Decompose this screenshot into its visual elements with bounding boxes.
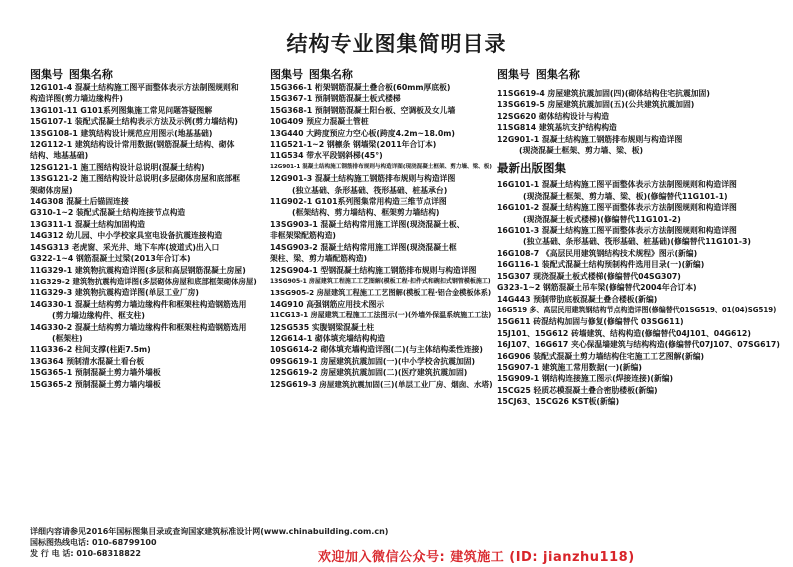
catalog-entry: 13G311-1 混凝土结构加固构造 (30, 219, 146, 229)
catalog-entry: 11G902-1 G101系列图集常用构造三维节点详图 (270, 197, 447, 207)
catalog-entry: 非框架梁配筋构造) (270, 231, 336, 241)
catalog-entry: 11CG13-1 房屋建筑工程施工工法图示(一)(外墙外保温系统施工工法) (270, 311, 492, 320)
catalog-entry: 16G101-2 混凝土结构施工图平面整体表示方法制图规则和构造详图 (497, 203, 737, 213)
catalog-entry: 12SG535 实腹钢梁混凝土柱 (270, 322, 375, 332)
catalog-entry: 15J101、15G612 砖墙建筑、结构构造(修编替代04J101、04G612) (497, 328, 751, 338)
catalog-column-3 (497, 88, 780, 408)
catalog-entry: 16G906 装配式混凝土剪力墙结构住宅施工工艺图解(新编) (497, 351, 705, 361)
catalog-entry: 12G101-4 混凝土结构施工图平面整体表示方法制图规则和 (30, 83, 239, 92)
page-title: 结构专业图集简明目录 (286, 32, 507, 56)
catalog-entry: (剪力墙边缘构件、框支柱) (52, 311, 145, 321)
footer-line: 详细内容请参见2016年国标图集目录或查询国家建筑标准设计网(www.chinabuilding.com.cn) (30, 527, 389, 536)
catalog-entry: 12SG904-1 型钢混凝土结构施工钢筋排布规则与构造详图 (270, 265, 477, 275)
catalog-entry: 12G112-1 建筑结构设计常用数据(钢筋混凝土结构、砌体 (30, 140, 235, 150)
catalog-entry: 14G308 混凝土后锚固连接 (30, 197, 129, 207)
catalog-entry: 15G611 砖混结构加固与修复(修编替代 03SG611) (497, 317, 684, 327)
catalog-entry: 14G312 幼儿园、中小学校家具室电设备抗震连接构造 (30, 231, 223, 241)
catalog-entry: (独立基础、条形基础、筏形基础、桩基承台) (292, 185, 448, 195)
catalog-entry: 架柱、梁、剪力墙配筋构造) (270, 254, 368, 264)
catalog-entry: 13G440 大跨度预应力空心板(跨度4.2m~18.0m) (270, 128, 455, 138)
catalog-entry: 13SG619-5 房屋建筑抗震加固(五)(公共建筑抗震加固) (497, 100, 695, 110)
catalog-entry: (现浇混凝土框架、剪力墙、梁、板) (519, 146, 644, 156)
catalog-entry: 15G907-1 建筑施工常用数据(一)(新编) (497, 362, 642, 372)
catalog-entry: 11SG619-4 房屋建筑抗震加固(四)(砌体结构住宅抗震加固) (497, 89, 710, 98)
catalog-entry: (框架柱) (52, 333, 83, 343)
catalog-entry: 12SG619-2 房屋建筑抗震加固(二)(医疗建筑抗震加固) (270, 368, 468, 378)
catalog-entry: 14G910 高强钢筋应用技术图示 (270, 299, 385, 309)
catalog-entry: 16G519 多、高层民用建筑钢结构节点构造详图(修编替代01SG519、01(04)SG519) (497, 305, 777, 314)
catalog-entry: 12G901-1 混凝土结构施工钢筋排布规则与构造详图 (497, 134, 683, 144)
catalog-entry: 15G365-1 预制混凝土剪力墙外墙板 (30, 368, 161, 378)
catalog-entry: 13G101-11 G101系列图集施工常见问题答疑图解 (30, 105, 213, 115)
catalog-entry: 11G336-2 柱间支撑(柱距7.5m) (30, 345, 151, 355)
catalog-entry: 13SG108-1 建筑结构设计规范应用图示(地基基础) (30, 128, 213, 138)
catalog-entry: 09SG619-1 房屋建筑抗震加固(一)(中小学校舍抗震加固) (270, 356, 476, 366)
catalog-entry: 15G367-1 预制钢筋混凝土板式楼梯 (270, 94, 401, 104)
catalog-entry: 12SG619-3 房屋建筑抗震加固(三)(单层工业厂房、烟囱、水塔) (270, 379, 493, 389)
catalog-entry: 12G901-1 混凝土结构施工钢筋排布规则与构造详图(现浇混凝土框架、剪力墙、梁、板) (270, 163, 492, 170)
catalog-entry: (现浇混凝土框架、剪力墙、梁、板)(修编替代11G101-1) (523, 191, 728, 201)
catalog-entry: (现浇混凝土板式楼梯)(修编替代11G101-2) (523, 214, 681, 224)
item-list (497, 179, 780, 407)
catalog-entry: 11G534 带水平段钢斜梯(45°) (270, 151, 383, 161)
new-publications-heading: 最新出版图集 (497, 161, 566, 176)
catalog-entry: 构造详图(剪力墙边缘构件) (30, 94, 123, 104)
catalog-entry: 15CJ63、15CG26 KST板(新编) (497, 397, 620, 407)
catalog-entry: (独立基础、条形基础、筏形基础、桩基础)(修编替代11G101-3) (523, 237, 751, 247)
catalog-entry: 12G901-3 混凝土结构施工钢筋排布规则与构造详图 (270, 174, 456, 184)
item-list (270, 82, 496, 390)
catalog-entry: 10G409 预应力混凝土管桩 (270, 117, 369, 127)
catalog-entry: 13SG905-1 房屋建筑工程施工工艺图解(模板工程·扣件式和碗扣式钢管模板施工) (270, 277, 491, 285)
catalog-entry: 11G329-3 建筑物抗震构造详图(单层工业厂房) (30, 288, 199, 298)
catalog-entry: 16G101-1 混凝土结构施工图平面整体表示方法制图规则和构造详图 (497, 180, 737, 190)
catalog-entry: 结构、地基基础) (30, 151, 89, 161)
catalog-column-2 (270, 66, 496, 390)
item-list (497, 88, 780, 156)
catalog-entry: 架砌体房屋) (30, 185, 73, 195)
catalog-entry: 11SG814 建筑基坑支护结构构造 (497, 123, 617, 133)
catalog-entry: 12G614-1 砌体填充墙结构构造 (270, 333, 386, 343)
catalog-entry: 15G107-1 装配式混凝土结构表示方法及示例(剪力墙结构) (30, 117, 238, 127)
catalog-entry: (框架结构、剪力墙结构、框架剪力墙结构) (292, 208, 440, 218)
catalog-entry: 12SG121-1 施工图结构设计总说明(混凝土结构) (30, 162, 205, 172)
catalog-entry: 14G330-1 混凝土结构剪力墙边缘构件和框架柱构造钢筋选用 (30, 299, 247, 309)
catalog-entry: 15G909-1 钢结构连接施工图示(焊接连接)(新编) (497, 374, 674, 384)
catalog-entry: 16J107、16G617 夹心保温墙建筑与结构构造(修编替代07J107、07SG617) (497, 340, 780, 350)
item-list (30, 82, 262, 390)
catalog-entry: 15CG25 轻质芯模混凝土叠合密肋楼板(新编) (497, 385, 658, 395)
catalog-entry: 13G364 预制清水混凝土看台板 (30, 356, 145, 366)
catalog-entry: 15G365-2 预制混凝土剪力墙内墙板 (30, 379, 161, 389)
catalog-entry: 12SG620 砌体结构设计与构造 (497, 111, 610, 121)
catalog-entry: 16G116-1 装配式混凝土结构预制构件选用目录(一)(新编) (497, 260, 705, 270)
catalog-entry: 14SG313 老虎窗、采光井、地下车库(坡道式)出入口 (30, 242, 220, 252)
catalog-entry: 14G330-2 混凝土结构剪力墙边缘构件和框架柱构造钢筋选用 (30, 322, 247, 332)
catalog-entry: 14G443 预制带肋底板混凝土叠合楼板(新编) (497, 294, 658, 304)
catalog-entry: 13SG121-2 施工图结构设计总说明(多层砌体房屋和底部框 (30, 174, 241, 184)
catalog-column-1 (30, 66, 262, 390)
column-header: 图集号 图集名称 (30, 68, 113, 81)
catalog-entry: 16G108-7 《高层民用建筑钢结构技术规程》图示(新编) (497, 248, 698, 258)
catalog-entry: 13SG905-2 房屋建筑工程施工工艺图解(模板工程·铝合金模板体系) (270, 288, 492, 298)
catalog-entry: 15G366-1 桁架钢筋混凝土叠合板(60mm厚底板) (270, 83, 451, 92)
catalog-entry: G322-1~4 钢筋混凝土过梁(2013年合订本) (30, 254, 191, 264)
catalog-entry: G323-1~2 钢筋混凝土吊车梁(修编替代2004年合订本) (497, 283, 697, 293)
catalog-entry: G310-1~2 装配式混凝土结构连接节点构造 (30, 208, 186, 218)
wechat-promo: 欢迎加入微信公众号: 建筑施工 (ID: jianzhu118) (318, 550, 635, 565)
catalog-entry: 14SG903-2 混凝土结构常用施工详图(现浇混凝土框 (270, 242, 457, 252)
catalog-entry: 15G307 现浇混凝土板式楼梯(修编替代04SG307) (497, 271, 681, 281)
catalog-entry: 13SG903-1 混凝土结构常用施工详图(现浇混凝土板、 (270, 219, 465, 229)
column-header: 图集号 图集名称 (497, 68, 580, 81)
catalog-entry: 11G329-1 建筑物抗震构造详图(多层和高层钢筋混凝土房屋) (30, 265, 246, 275)
catalog-entry: 11G329-2 建筑物抗震构造详图(多层砌体房屋和底部框架砌体房屋) (30, 276, 257, 286)
footer-line: 发 行 电 话: 010-68318822 (30, 549, 141, 558)
catalog-entry: 11G521-1~2 钢檩条 钢墙梁(2011年合订本) (270, 140, 437, 150)
column-header: 图集号 图集名称 (270, 68, 353, 81)
footer-line: 国标图热线电话: 010-68799100 (30, 538, 157, 547)
catalog-entry: 10SG614-2 砌体填充墙构造详图(二)(与主体结构柔性连接) (270, 345, 483, 355)
catalog-entry: 15G368-1 预制钢筋混凝土阳台板、空调板及女儿墙 (270, 105, 456, 115)
catalog-column-3-header-wrap (497, 66, 780, 82)
catalog-entry: 16G101-3 混凝土结构施工图平面整体表示方法制图规则和构造详图 (497, 226, 737, 236)
